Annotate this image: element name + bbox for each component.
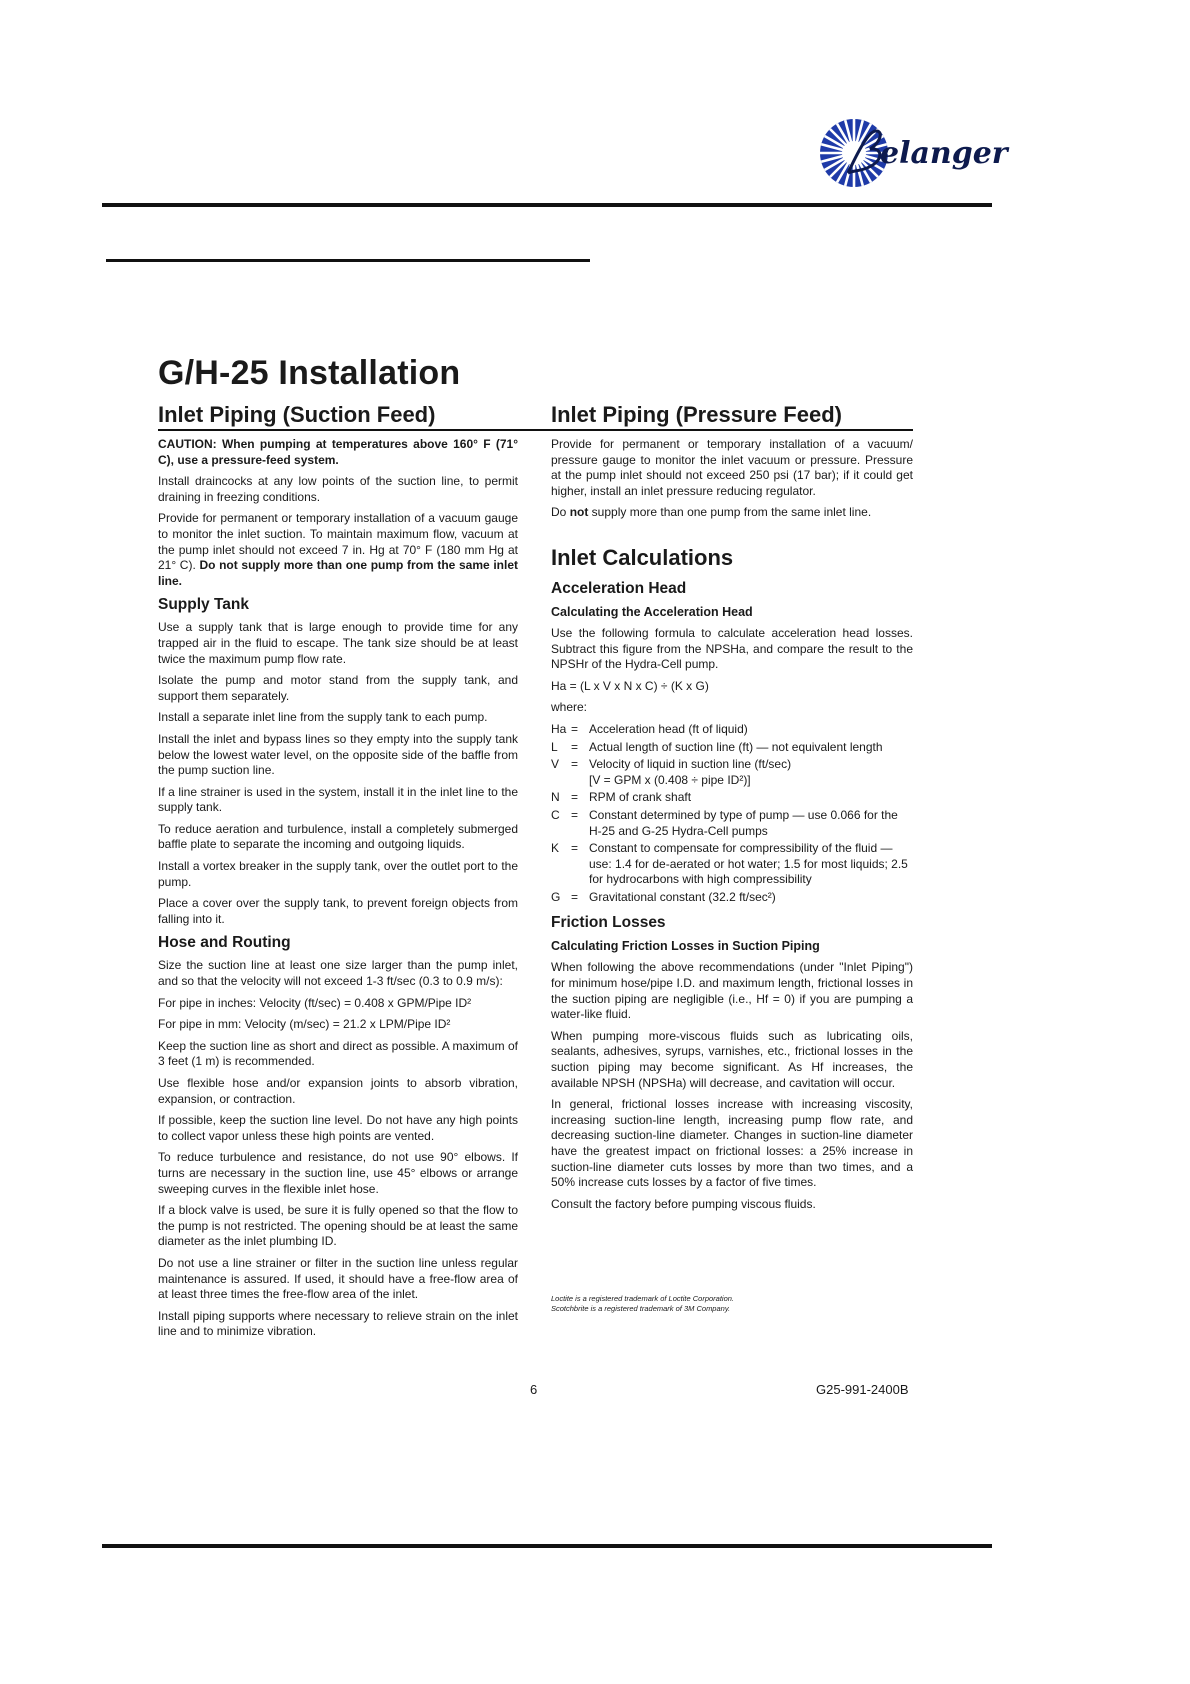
paragraph: When following the above recommendations (under "Inlet Piping") for minimum hose/pipe I.D. and maximum length, frictional losses in the suction piping are negligible (i.e., Hf = 0) if you are pumping a water-like fluid. [551,960,913,1022]
page-title: G/H-25 Installation [158,354,461,392]
logo-wheel-icon [820,119,888,187]
definition-list [551,722,913,906]
belanger-logo [818,113,1008,193]
caution-text: CAUTION: When pumping at temperatures above 160° F (71° C), use a pressure-feed system. [158,437,518,467]
paragraph: To reduce turbulence and resistance, do not use 90° elbows. If turns are necessary in the suction line, use 45° elbows or arrange sweeping curves in the flexible inlet hose. [158,1150,518,1196]
paragraph: Install the inlet and bypass lines so they empty into the supply tank below the lowest water level, on the opposite side of the baffle from the pump suction line. [158,731,518,778]
paragraph: Install piping supports where necessary to relieve strain on the inlet line and to minimize vibration. [158,1308,518,1339]
definition-row: G = Gravitational constant (32.2 ft/sec²) [551,889,776,904]
paragraph: If possible, keep the suction line level. Do not have any high points to collect vapor unless these high points are vented. [158,1113,518,1143]
paragraph: Use the following formula to calculate acceleration head losses. Subtract this figure from the NPSHa, and compare the result to the NPSHr of the Hydra-Cell pump. [551,625,913,672]
section-heading-suction-feed: Inlet Piping (Suction Feed) [158,402,551,431]
paragraph: Keep the suction line as short and direct as possible. A maximum of 3 feet (1 m) is recommended. [158,1038,518,1069]
svg-text:elanger: elanger [880,136,1008,171]
paragraph: Use a supply tank that is large enough to provide time for any trapped air in the fluid to escape. The tank size should be at least twice the maximum pump flow rate. [158,620,518,666]
footer-rule [102,1544,992,1548]
subsubheading-calc-friction: Calculating Friction Losses in Suction Piping [551,939,820,954]
left-column [158,402,518,1346]
document-id: G25-991-2400B [816,1382,909,1397]
definition-row: K = Constant to compensate for compressibility of the fluid — use: 1.4 for de-aerated or hot water; 1.5 for most liquids; 2.5 for hydrocarbons with high compressibility [551,841,908,887]
title-rule [106,259,590,262]
header-rule [102,203,992,207]
section-heading-inlet-calculations: Inlet Calculations [551,544,734,570]
paragraph: When pumping more-viscous fluids such as lubricating oils, sealants, adhesives, syrups, varnishes, etc., frictional losses in the suction piping may become significant. As Hf increases, the available NPSH (NPSHa) will decrease, and cavitation will occur. [551,1028,913,1090]
paragraph: Provide for permanent or temporary installation of a vacuum/ pressure gauge to monitor the inlet vacuum or pressure. Pressure at the pump inlet should not exceed 250 psi (17 bar); if it could get higher, install an inlet pressure reducing regulator. [551,437,913,498]
paragraph: Install a vortex breaker in the supply tank, over the outlet port to the pump. [158,859,518,889]
subsubheading-calc-accel: Calculating the Acceleration Head [551,604,753,619]
paragraph: In general, frictional losses increase with increasing viscosity, increasing suction-line length, increasing pump flow rate, and decreasing suction-line diameter. Changes in suction-line diameter have the greatest impact on frictional losses: a 25% increase in suction-line diameter cuts losses by more than two times, and a 50% increase cuts losses by a factor of five times. [551,1097,913,1190]
paragraph: Do not use a line strainer or filter in the suction line unless regular maintenance is assured. If used, it should have a free-flow area of at least three times the free-flow area of the inlet. [158,1255,518,1302]
paragraph: Size the suction line at least one size larger than the pump inlet, and so that the velocity will not exceed 1-3 ft/sec (0.3 to 0.9 m/s): [158,958,518,989]
formula: Ha = (L x V x N x C) ÷ (K x G) [551,678,709,693]
paragraph: Install draincocks at any low points of the suction line, to permit draining in freezing conditions. [158,474,518,504]
right-column [551,402,913,1314]
definition-row: V = Velocity of liquid in suction line (ft/sec) [V = GPM x (0.408 ÷ pipe ID²)] [551,757,792,787]
definition-row: L = Actual length of suction line (ft) — not equivalent length [551,739,883,754]
formula-mm: For pipe in mm: Velocity (m/sec) = 21.2 x LPM/Pipe ID² [158,1017,451,1032]
paragraph: Isolate the pump and motor stand from the supply tank, and support them separately. [158,673,518,703]
page-number: 6 [530,1382,538,1397]
where-label: where: [551,700,588,715]
paragraph: Use flexible hose and/or expansion joints to absorb vibration, expansion, or contraction. [158,1076,518,1106]
paragraph: If a block valve is used, be sure it is fully opened so that the flow to the pump is not restricted. The opening should be at least the same diameter as the inlet plumbing ID. [158,1203,518,1249]
trademark-footnote: Loctite is a registered trademark of Loctite Corporation. Scotchbrite is a registered trademark of 3M Company. [551,1294,735,1314]
paragraph: If a line strainer is used in the system, install it in the inlet line to the supply tank. [158,784,518,815]
definition-row: Ha = Acceleration head (ft of liquid) [551,721,748,736]
definition-row: N = RPM of crank shaft [551,790,692,805]
subheading-acceleration-head: Acceleration Head [551,579,687,597]
subheading-hose-routing: Hose and Routing [158,934,291,952]
paragraph: To reduce aeration and turbulence, install a completely submerged baffle plate to separate the incoming and outgoing liquids. [158,821,518,852]
paragraph: Install a separate inlet line from the supply tank to each pump. [158,710,488,725]
subheading-supply-tank: Supply Tank [158,596,250,614]
subheading-friction-losses: Friction Losses [551,914,666,932]
paragraph: Place a cover over the supply tank, to prevent foreign objects from falling into it. [158,896,518,926]
formula-inches: For pipe in inches: Velocity (ft/sec) = 0.408 x GPM/Pipe ID² [158,995,472,1010]
section-heading-pressure-feed: Inlet Piping (Pressure Feed) [551,402,913,431]
definition-row: C = Constant determined by type of pump — use 0.066 for the H-25 and G-25 Hydra-Cell pumps [551,807,898,838]
paragraph: Consult the factory before pumping viscous fluids. [551,1196,816,1211]
paragraph: Do not supply more than one pump from the same inlet line. [551,505,872,520]
paragraph: Provide for permanent or temporary installation of a vacuum gauge to monitor the inlet suction. To maintain maximum flow, vacuum at the pump inlet should not exceed 7 in. Hg at 70° F (180 mm Hg at 21° C). Do not supply more than one pump from the same inlet line. [158,511,518,588]
